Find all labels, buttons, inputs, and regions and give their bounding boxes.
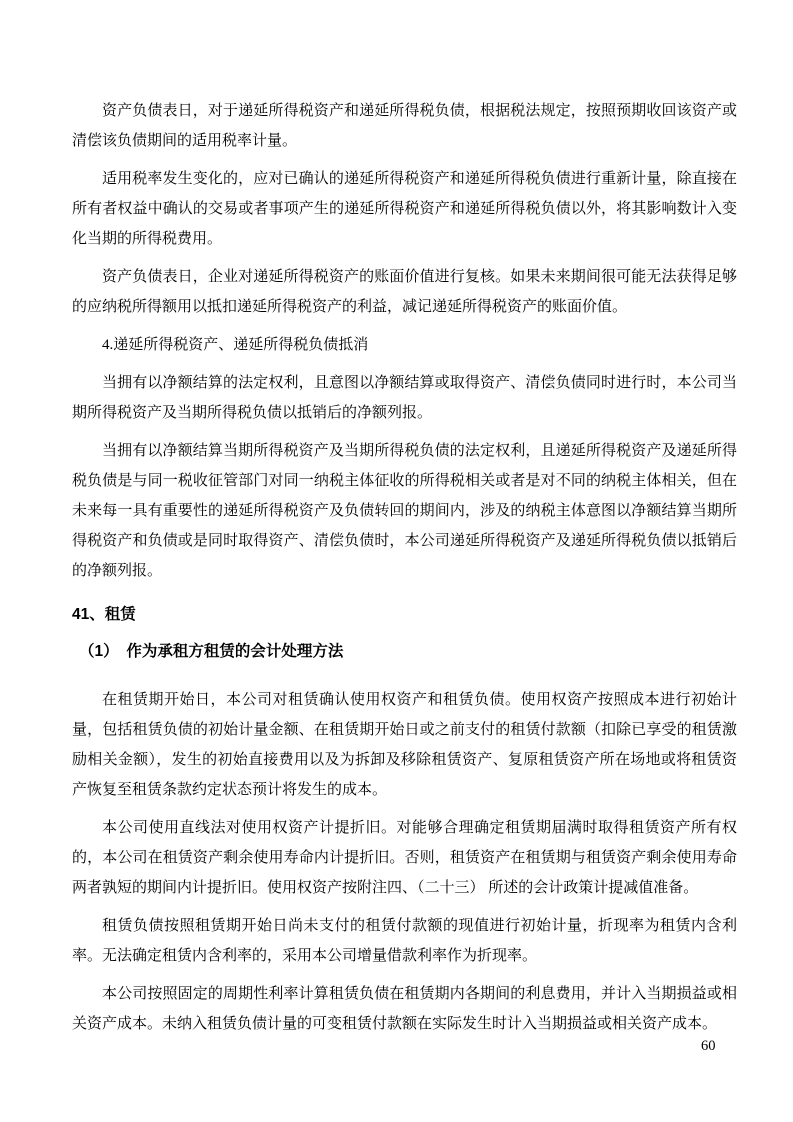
paragraph-lease-liability-measurement: 租赁负债按照租赁期开始日尚未支付的租赁付款额的现值进行初始计量，折现率为租赁内含利率。无法确定租赁内含利率的，采用本公司增量借款利率作为折现率。 (72, 918, 737, 964)
paragraph-tax-rate-change: 适用税率发生变化的，应对已确认的递延所得税资产和递延所得税负债进行重新计量，除直接在所有者权益中确认的交易或者事项产生的递延所得税资产和递延所得税负债以外，将其影响数计入变化当期的所得税费用。 (72, 171, 737, 247)
paragraph-right-of-use-depreciation: 本公司使用直线法对使用权资产计提折旧。对能够合理确定租赁期届满时取得租赁资产所有权的，本公司在租赁资产剩余使用寿命内计提折旧。否则，租赁资产在租赁期与租赁资产剩余使用寿命两者孰短的期间内计提折旧。使用权资产按附注四、（二十三） 所述的会计政策计提减值准备。 (72, 820, 737, 896)
page-number: 60 (701, 1038, 716, 1054)
paragraph-deferred-tax-measurement: 资产负债表日，对于递延所得税资产和递延所得税负债，根据税法规定，按照预期收回该资产或清偿该负债期间的适用税率计量。 (72, 103, 737, 149)
subsection-heading-lessee-accounting: （1） 作为承租方租赁的会计处理方法 (78, 643, 344, 660)
paragraph-lease-initial-measurement: 在租赁期开始日，本公司对租赁确认使用权资产和租赁负债。使用权资产按照成本进行初始计量，包括租赁负债的初始计量金额、在租赁期开始日或之前支付的租赁付款额（扣除已享受的租赁激励相关金额），发生的初始直接费用以及为拆卸及移除租赁资产、复原租赁资产所在场地或将租赁资产恢复至租赁条款约定状态预计将发生的成本。 (72, 692, 737, 798)
paragraph-lease-interest-expense: 本公司按照固定的周期性利率计算租赁负债在租赁期内各期间的利息费用，并计入当期损益或相关资产成本。未纳入租赁负债计量的可变租赁付款额在实际发生时计入当期损益或相关资产成本。 (72, 986, 737, 1032)
section-heading-41-lease: 41、租赁 (72, 606, 136, 623)
paragraph-item-4-offset-title: 4.递延所得税资产、递延所得税负债抵消 (102, 337, 369, 353)
paragraph-carrying-value-review: 资产负债表日，企业对递延所得税资产的账面价值进行复核。如果未来期间很可能无法获得足够的应纳税所得额用以抵扣递延所得税资产的利益，减记递延所得税资产的账面价值。 (72, 269, 737, 315)
paragraph-net-settlement-current: 当拥有以净额结算的法定权利，且意图以净额结算或取得资产、清偿负债同时进行时，本公司当期所得税资产及当期所得税负债以抵销后的净额列报。 (72, 375, 737, 421)
document-body (72, 96, 737, 1047)
paragraph-net-settlement-deferred: 当拥有以净额结算当期所得税资产及当期所得税负债的法定权利，且递延所得税资产及递延所得税负债是与同一税收征管部门对同一纳税主体征收的所得税相关或者是对不同的纳税主体相关，但在未来每一具有重要性的递延所得税资产及负债转回的期间内，涉及的纳税主体意图以净额结算当期所得税资产和负债或是同时取得资产、清偿负债时，本公司递延所得税资产及递延所得税负债以抵销后的净额列报。 (72, 443, 737, 579)
